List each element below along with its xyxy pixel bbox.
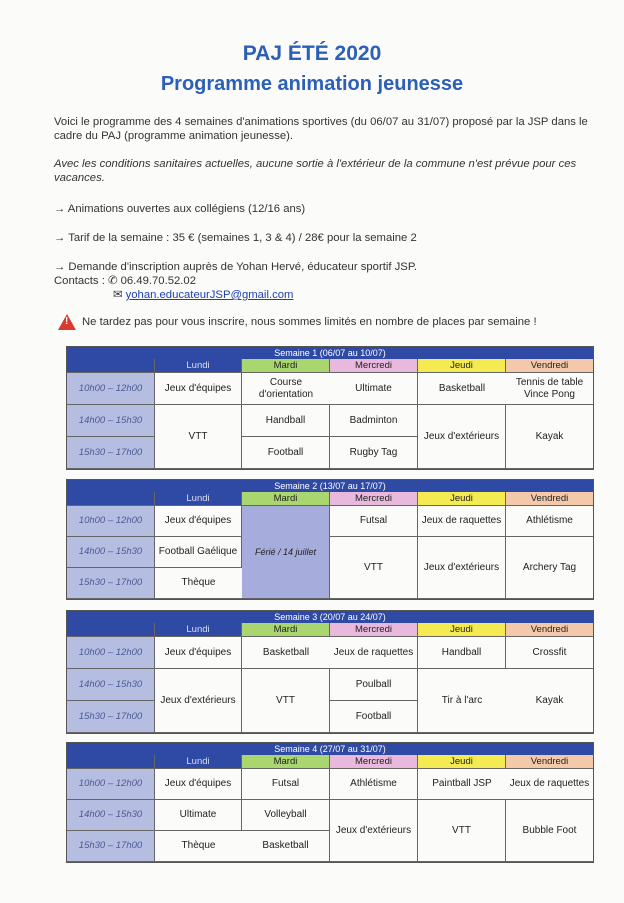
week-1-table [66,346,594,470]
activity-cell: Football Gaélique [155,537,242,568]
time-slot: 15h30 – 17h00 [67,831,155,862]
activity-cell: Futsal [330,506,418,537]
holiday-cell: Férié / 14 juillet [242,506,330,599]
header-corner [67,492,155,506]
time-slot: 10h00 – 12h00 [67,373,155,405]
header-corner [67,623,155,637]
day-jeudi: Jeudi [418,359,506,373]
activity-cell: Volleyball [242,800,330,831]
activity-cell: Handball [418,637,506,669]
mail-icon: ✉ [113,289,123,301]
day-vendredi: Vendredi [506,492,593,506]
time-slot: 14h00 – 15h30 [67,800,155,831]
activity-cell: Jeux de raquettes [506,769,593,800]
time-slot: 14h00 – 15h30 [67,405,155,437]
activity-cell: Jeux d'équipes [155,506,242,537]
activity-cell: Rugby Tag [330,437,418,469]
activity-cell: Jeux d'équipes [155,637,242,669]
day-vendredi: Vendredi [506,359,593,373]
activity-cell: Basketball [418,373,506,405]
sanitary-note: Avec les conditions sanitaires actuelles, aucune sortie à l'extérieur de la commune n'est prévue pour ces vacances. [54,158,577,184]
activity-cell: Jeux d'équipes [155,769,242,800]
activity-cell: Poulball [330,669,418,701]
week-title: Semaine 3 (20/07 au 24/07) [67,611,593,623]
activity-cell: VTT [242,669,330,733]
activity-cell: Tennis de table Vince Pong [506,373,593,405]
activity-cell: VTT [155,405,242,469]
activity-cell: Jeux d'équipes [155,373,242,405]
activity-cell: Jeux de raquettes [330,637,418,669]
activity-cell: Course d'orientation [242,373,330,405]
time-slot: 10h00 – 12h00 [67,506,155,537]
time-slot: 15h30 – 17h00 [67,568,155,599]
day-mardi: Mardi [242,492,330,506]
time-slot: 10h00 – 12h00 [67,637,155,669]
week-title: Semaine 1 (06/07 au 10/07) [67,347,593,359]
age-info: → Animations ouvertes aux collégiens (12/16 ans) [54,203,306,215]
day-lundi: Lundi [155,492,242,506]
activity-cell: Jeux d'extérieurs [330,800,418,862]
activity-cell: VTT [330,537,418,599]
page-subtitle: Programme animation jeunesse [160,73,464,95]
day-vendredi: Vendredi [506,755,593,769]
activity-cell: Jeux d'extérieurs [155,669,242,733]
day-mercredi: Mercredi [330,492,418,506]
activity-cell: Thèque [155,568,242,599]
day-lundi: Lundi [155,755,242,769]
day-mercredi: Mercredi [330,623,418,637]
time-slot: 15h30 – 17h00 [67,701,155,733]
activity-cell: Jeux d'extérieurs [418,405,506,469]
week-2-table [66,479,594,600]
time-slot: 14h00 – 15h30 [67,537,155,568]
week-title: Semaine 4 (27/07 au 31/07) [67,743,593,755]
activity-cell: Football [242,437,330,469]
time-slot: 10h00 – 12h00 [67,769,155,800]
email-row [113,288,293,301]
day-mercredi: Mercredi [330,359,418,373]
time-slot: 15h30 – 17h00 [67,437,155,469]
activity-cell: Archery Tag [506,537,593,599]
activity-cell: VTT [418,800,506,862]
activity-cell: Basketball [242,637,330,669]
day-mardi: Mardi [242,623,330,637]
activity-cell: Handball [242,405,330,437]
activity-cell: Athlétisme [330,769,418,800]
activity-cell: Paintball JSP [418,769,506,800]
warning-icon: ! [58,314,76,330]
day-mardi: Mardi [242,359,330,373]
activity-cell: Ultimate [330,373,418,405]
activity-cell: Tir à l'arc [418,669,506,733]
activity-cell: Thèque [155,831,242,862]
warning-row [58,314,537,330]
header-corner [67,755,155,769]
day-jeudi: Jeudi [418,623,506,637]
time-slot: 14h00 – 15h30 [67,669,155,701]
activity-cell: Jeux d'extérieurs [418,537,506,599]
activity-cell: Kayak [506,669,593,733]
activity-cell: Football [330,701,418,733]
day-jeudi: Jeudi [418,755,506,769]
contacts-row [54,274,196,287]
contacts-label: Contacts : [54,275,105,287]
activity-cell: Jeux de raquettes [418,506,506,537]
page-title: PAJ ÉTÉ 2020 [242,42,382,65]
day-mercredi: Mercredi [330,755,418,769]
header-corner [67,359,155,373]
activity-cell: Crossfit [506,637,593,669]
week-title: Semaine 2 (13/07 au 17/07) [67,480,593,492]
activity-cell: Kayak [506,405,593,469]
intro-paragraph: Voici le programme des 4 semaines d'animations sportives (du 06/07 au 31/07) proposé par la JSP dans le cadre du PAJ (programme animation jeunesse). [54,116,588,142]
activity-cell: Basketball [242,831,330,862]
warning-text: Ne tardez pas pour vous inscrire, nous sommes limités en nombre de places par semaine ! [82,316,537,328]
activity-cell: Ultimate [155,800,242,831]
day-lundi: Lundi [155,623,242,637]
price-info: → Tarif de la semaine : 35 € (semaines 1, 3 & 4) / 28€ pour la semaine 2 [54,232,417,244]
email-link[interactable]: yohan.educateurJSP@gmail.com [125,289,294,301]
week-4-table [66,742,594,863]
activity-cell: Athlétisme [506,506,593,537]
activity-cell: Bubble Foot [506,800,593,862]
day-jeudi: Jeudi [418,492,506,506]
phone-number: ✆ 06.49.70.52.02 [108,275,196,287]
registration-info: → Demande d'inscription auprès de Yohan Hervé, éducateur sportif JSP. [54,261,418,273]
day-mardi: Mardi [242,755,330,769]
day-lundi: Lundi [155,359,242,373]
activity-cell: Futsal [242,769,330,800]
week-3-table [66,610,594,734]
day-vendredi: Vendredi [506,623,593,637]
activity-cell: Badminton [330,405,418,437]
